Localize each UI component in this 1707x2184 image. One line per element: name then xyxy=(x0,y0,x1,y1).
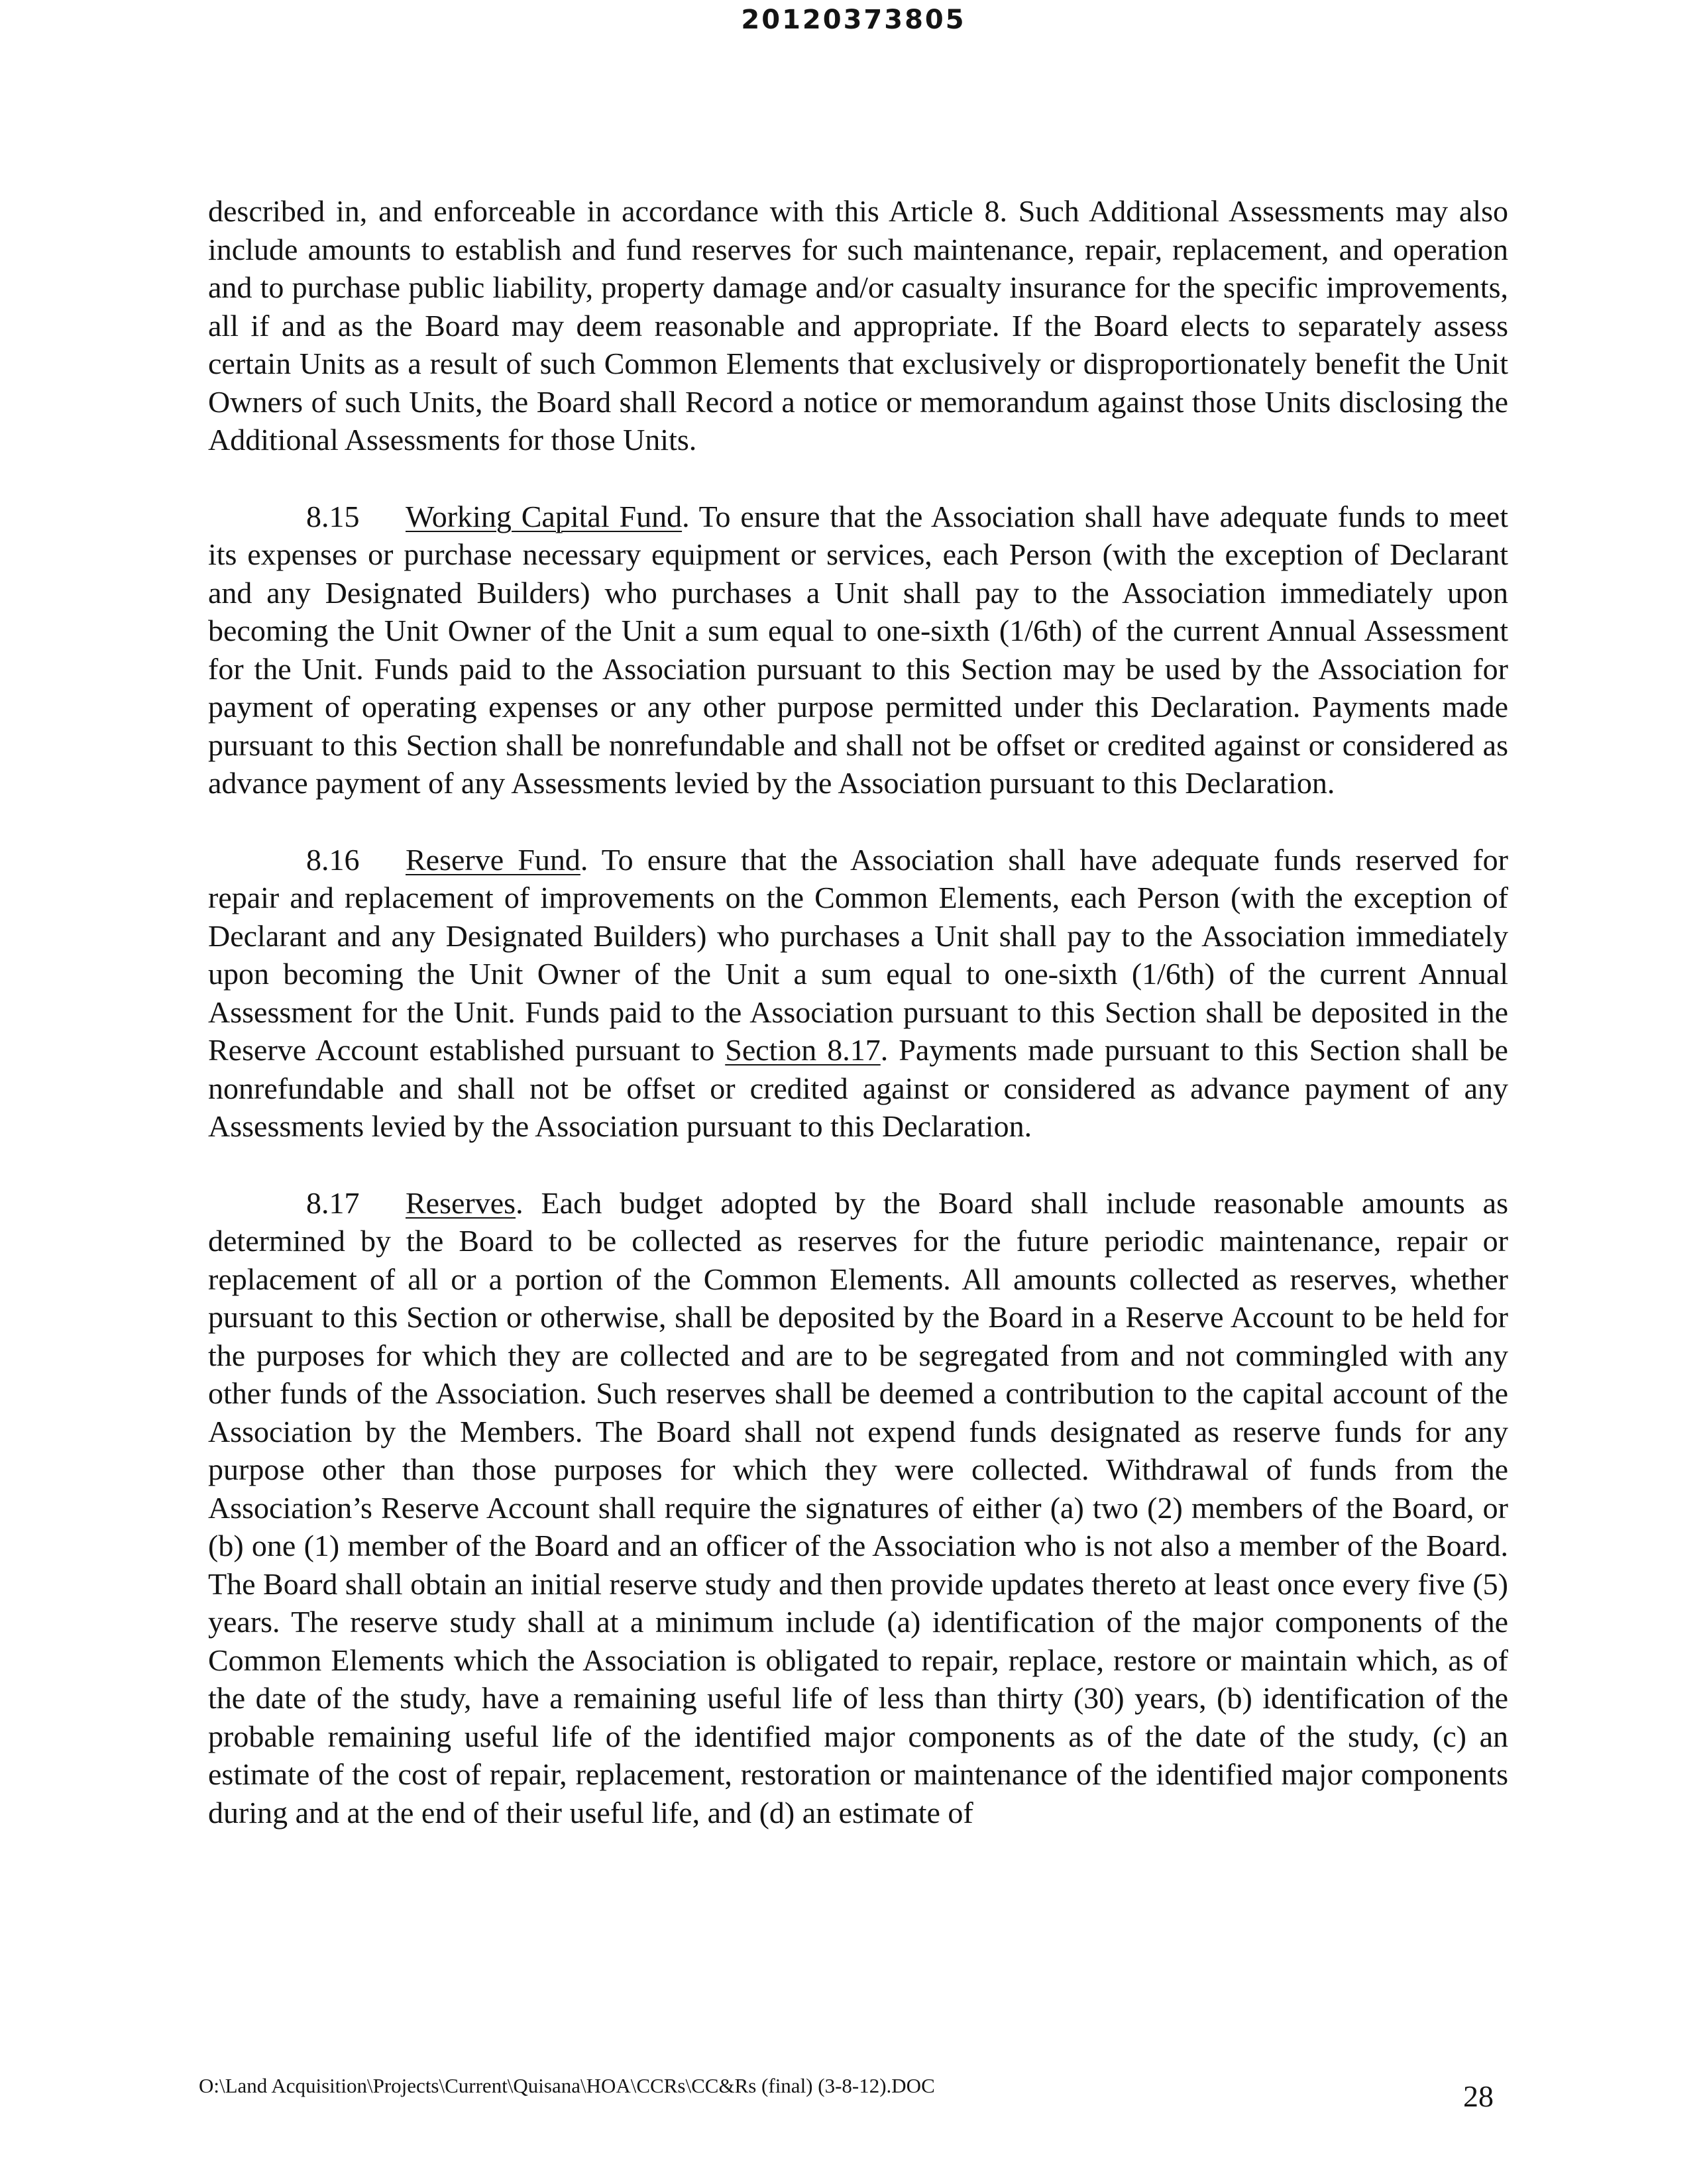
section-8-15 xyxy=(208,498,1508,802)
section-number: 8.17 xyxy=(306,1185,360,1220)
section-text-end: . Payments made pursuant to this Section shall be nonrefundable and shall not be offset or credited against or considered as advance payment of any Assessments levied by the Association pursuant to this Declaration. xyxy=(208,1033,1508,1143)
recording-number: 20120373805 xyxy=(741,5,966,35)
section-text: . To ensure that the Association shall have adequate funds to meet its expenses or purchase necessary equipment or services, each Person (with the exception of Declarant and any Designated Builders) who purchases a Unit shall pay to the Association immediately upon becoming the Unit Owner of the Unit a sum equal to one-sixth (1/6th) of the current Annual Assessment for the Unit. Funds paid to the Association pursuant to this Section may be used by the Association for payment of operating expenses or any other purpose permitted under this Declaration. Payments made pursuant to this Section shall be nonrefundable and shall not be offset or credited against or considered as advance payment of any Assessments levied by the Association pursuant to this Declaration. xyxy=(208,499,1508,800)
section-text: . Each budget adopted by the Board shall include reasonable amounts as determined by the Board to be collected as reserves for the future periodic maintenance, repair or replacement of all or a portion of the Common Elements. All amounts collected as reserves, whether pursuant to this Section or otherwise, shall be deposited by the Board in a Reserve Account to be held for the purposes for which they are collected and are to be segregated from and not commingled with any other funds of the Association. Such reserves shall be deemed a contribution to the capital account of the Association by the Members. The Board shall not expend funds designated as reserve funds for any purpose other than those purposes for which they were collected. Withdrawal of funds from the Association’s Reserve Account shall require the signatures of either (a) two (2) members of the Board, or (b) one (1) member of the Board and an officer of the Association who is not also a member of the Board. The Board shall obtain an initial reserve study and then provide updates thereto at least once every five (5) years. The reserve study shall at a minimum include (a) identification of the major components of the Common Elements which the Association is obligated to repair, replace, restore or maintain which, as of the date of the study, have a remaining useful life of less than thirty (30) years, (b) identification of the probable remaining useful life of the identified major components as of the date of the study, (c) an estimate of the cost of repair, replacement, restoration or maintenance of the identified major components during and at the end of their useful life, and (d) an estimate of xyxy=(208,1185,1508,1829)
footer-file-path: O:\Land Acquisition\Projects\Current\Quisana\HOA\CCRs\CC&Rs (final) (3-8-12).DOC xyxy=(199,2074,935,2097)
section-reference: Section 8.17 xyxy=(725,1033,881,1067)
section-title: Working Capital Fund xyxy=(406,499,683,533)
section-number: 8.15 xyxy=(306,499,360,533)
page-number: 28 xyxy=(1463,2079,1494,2113)
section-text: . To ensure that the Association shall have adequate funds reserved for repair and replacement of improvements on the Common Elements, each Person (with the exception of Declarant and any Designated Builders) who purchases a Unit shall pay to the Association immediately upon becoming the Unit Owner of the Unit a sum equal to one-sixth (1/6th) of the current Annual Assessment for the Unit. Funds paid to the Association pursuant to this Section shall be deposited in the Reserve Account established pursuant to xyxy=(208,842,1508,1067)
section-8-16 xyxy=(208,841,1508,1146)
section-8-17 xyxy=(208,1184,1508,1832)
continuation-paragraph xyxy=(208,192,1508,459)
section-title: Reserves xyxy=(406,1185,516,1220)
continuation-text: described in, and enforceable in accordance with this Article 8. Such Additional Assessments may also include amounts to establish and fund reserves for such maintenance, repair, replacement, and operation and to purchase public liability, property damage and/or casualty insurance for the specific improvements, all if and as the Board may deem reasonable and appropriate. If the Board elects to separately assess certain Units as a result of such Common Elements that exclusively or disproportionately benefit the Unit Owners of such Units, the Board shall Record a notice or memorandum against those Units disclosing the Additional Assessments for those Units. xyxy=(208,194,1508,457)
section-title: Reserve Fund xyxy=(406,842,580,877)
document-body xyxy=(208,192,1508,1870)
section-number: 8.16 xyxy=(306,842,360,877)
